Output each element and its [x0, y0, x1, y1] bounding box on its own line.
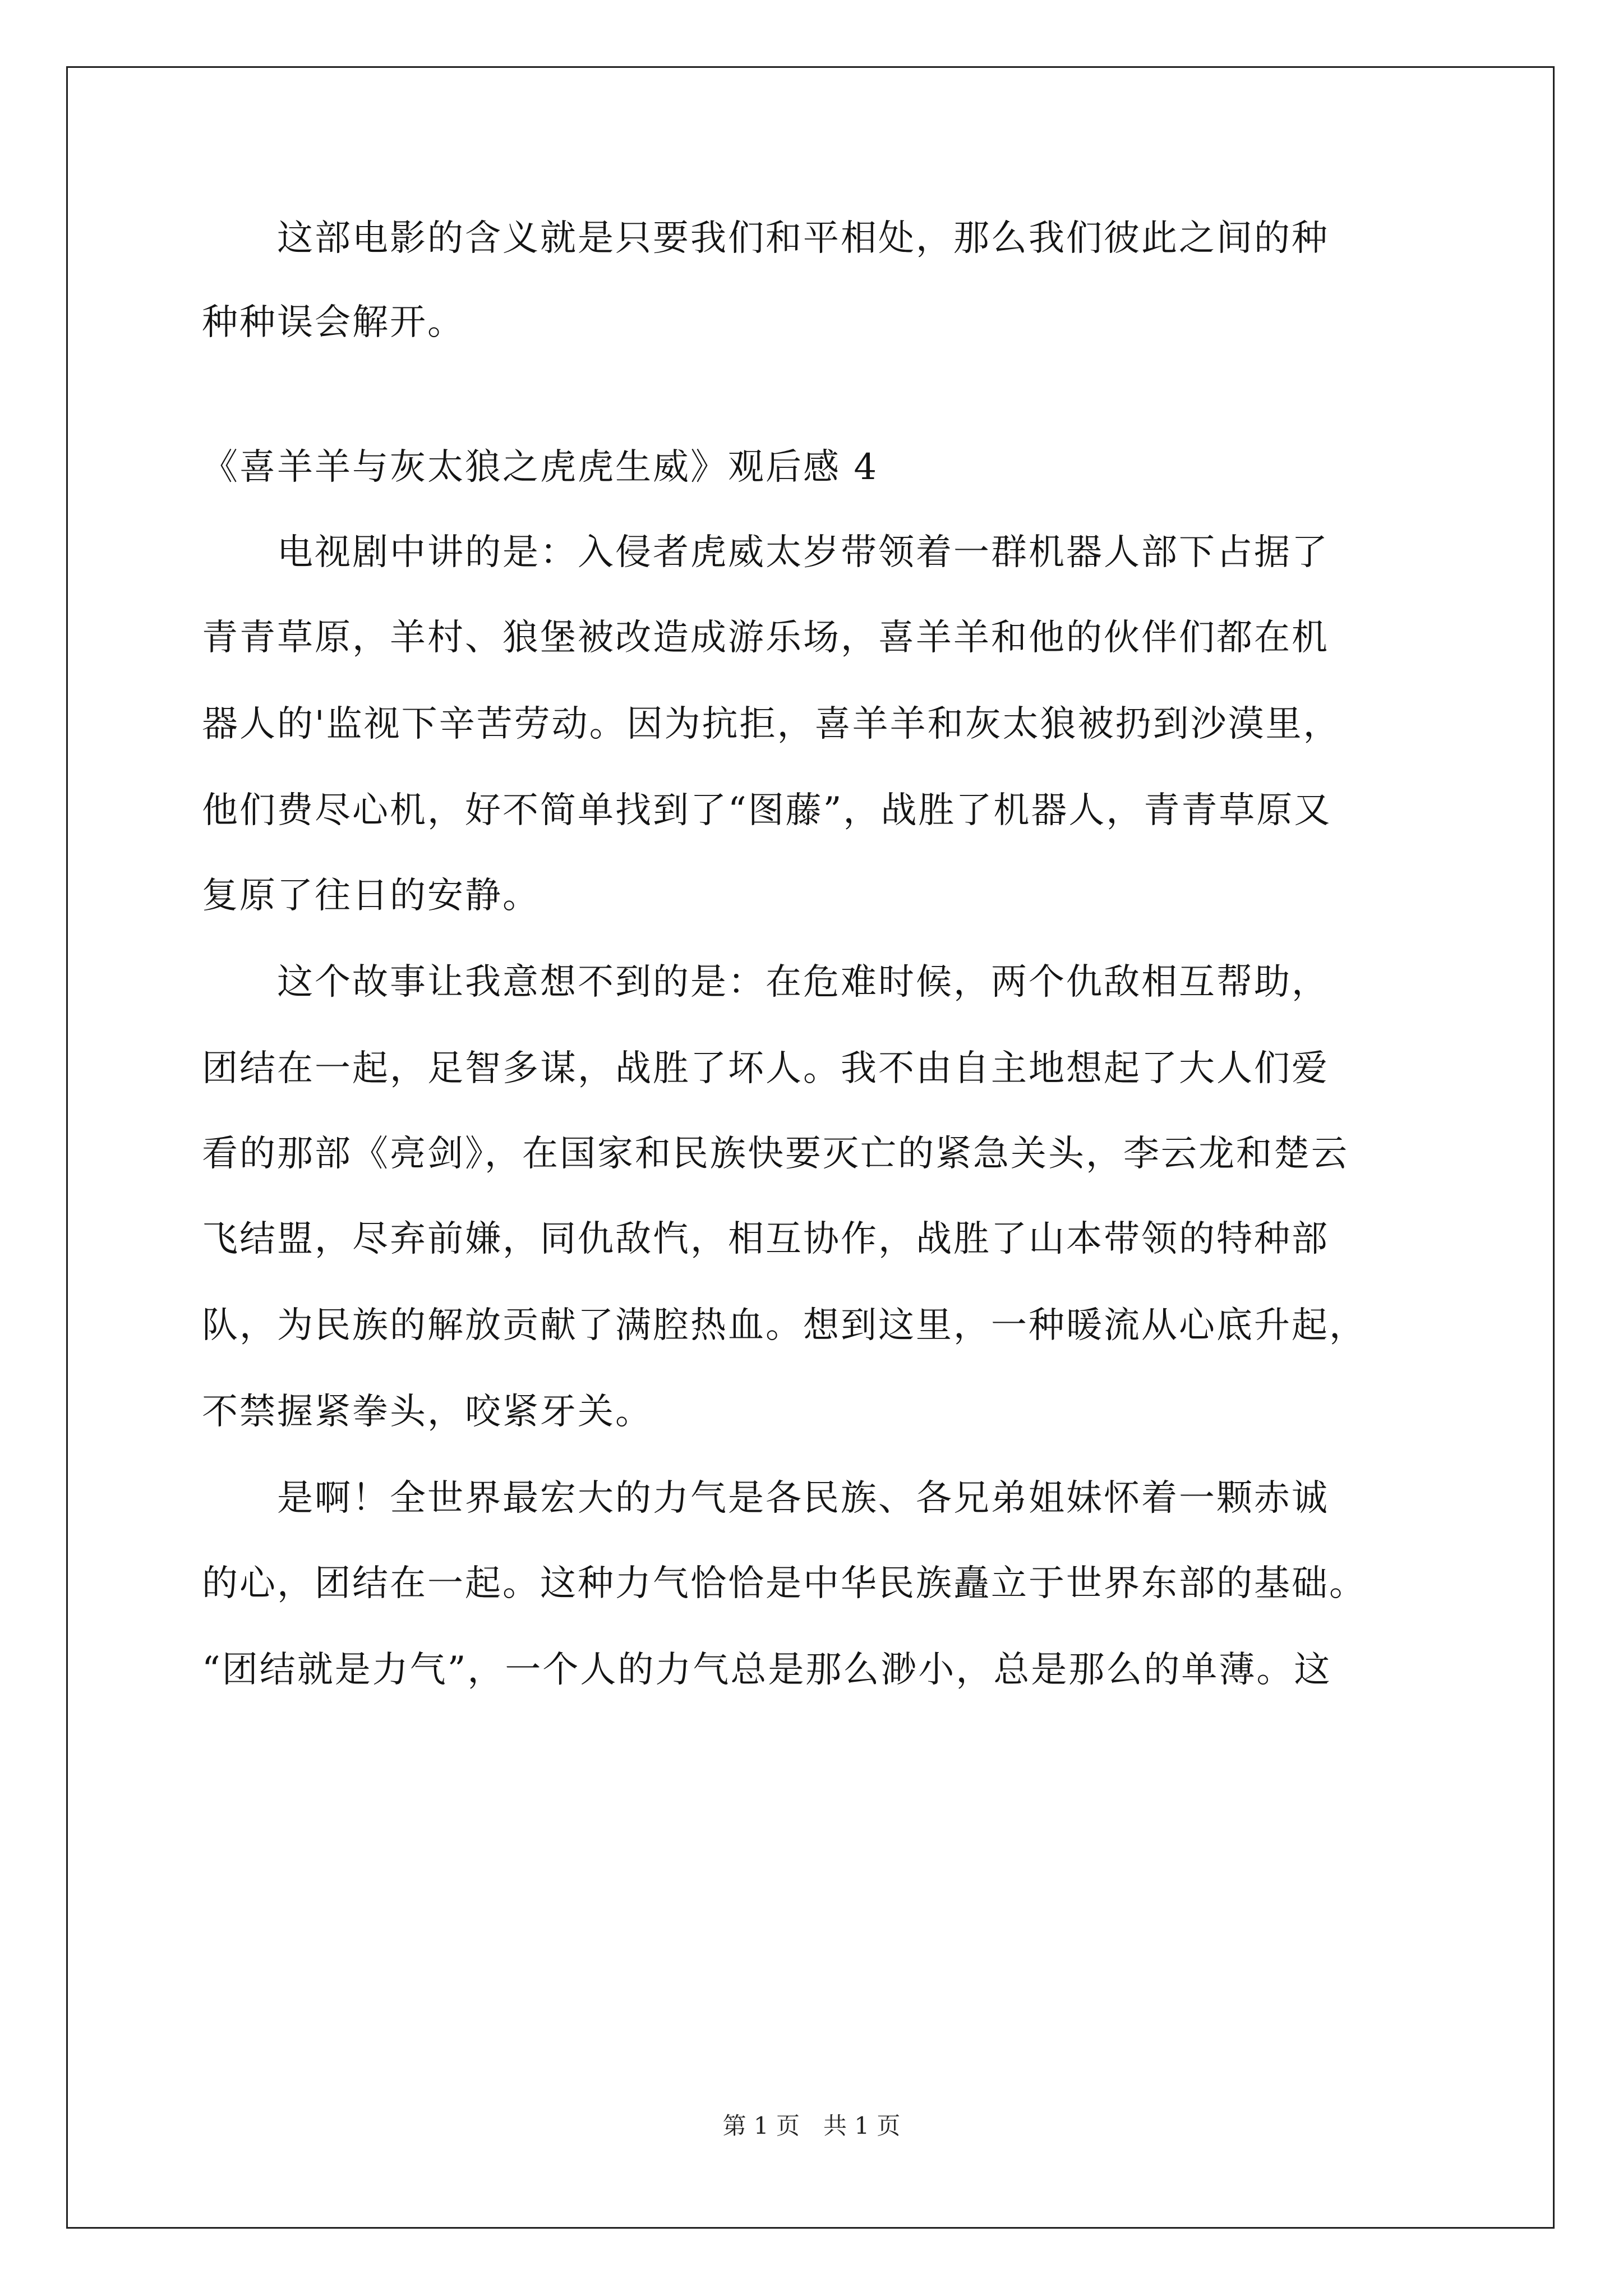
text-line: 青青草原，羊村、狼堡被改造成游乐场，喜羊羊和他的伙伴们都在机 — [202, 617, 1329, 659]
text-line: 种种误会解开。 — [202, 302, 465, 343]
text-line: 是啊！全世界最宏大的力气是各民族、各兄弟姐妹怀着一颗赤诚 — [202, 1478, 1329, 1519]
text-line: 器人的'监视下辛苦劳动。因为抗拒，喜羊羊和灰太狼被扔到沙漠里， — [202, 703, 1341, 745]
text-line: 电视剧中讲的是：入侵者虎威太岁带领着一群机器人部下占据了 — [202, 532, 1329, 573]
text-line: 不禁握紧拳头，咬紧牙关。 — [202, 1391, 653, 1433]
text-line: 队，为民族的解放贡献了满腔热血。想到这里，一种暖流从心底升起， — [202, 1305, 1367, 1346]
text-line: 复原了往日的安静。 — [202, 875, 540, 917]
section-title: 《喜羊羊与灰太狼之虎虎生威》观后感 4 — [202, 447, 879, 488]
text-line: 团结在一起，足智多谋，战胜了坏人。我不由自主地想起了大人们爱 — [202, 1048, 1329, 1089]
text-line: 的心，团结在一起。这种力气恰恰是中华民族矗立于世界东部的基础。 — [202, 1563, 1367, 1604]
text-line: 这个故事让我意想不到的是：在危难时候，两个仇敌相互帮助， — [202, 961, 1329, 1003]
page-number-footer: 第 1 页 共 1 页 — [722, 2112, 901, 2139]
text-line: “团结就是力气”，一个人的力气总是那么渺小，总是那么的单薄。这 — [202, 1649, 1332, 1691]
text-line: 看的那部《亮剑》，在国家和民族快要灭亡的紧急关头，李云龙和楚云 — [202, 1133, 1349, 1175]
text-line: 飞结盟，尽弃前嫌，同仇敌忾，相互协作，战胜了山本带领的特种部 — [202, 1218, 1329, 1260]
text-line: 这部电影的含义就是只要我们和平相处，那么我们彼此之间的种 — [202, 218, 1329, 259]
text-line: 他们费尽心机，好不简单找到了“图藤”，战胜了机器人，青青草原又 — [202, 790, 1332, 831]
